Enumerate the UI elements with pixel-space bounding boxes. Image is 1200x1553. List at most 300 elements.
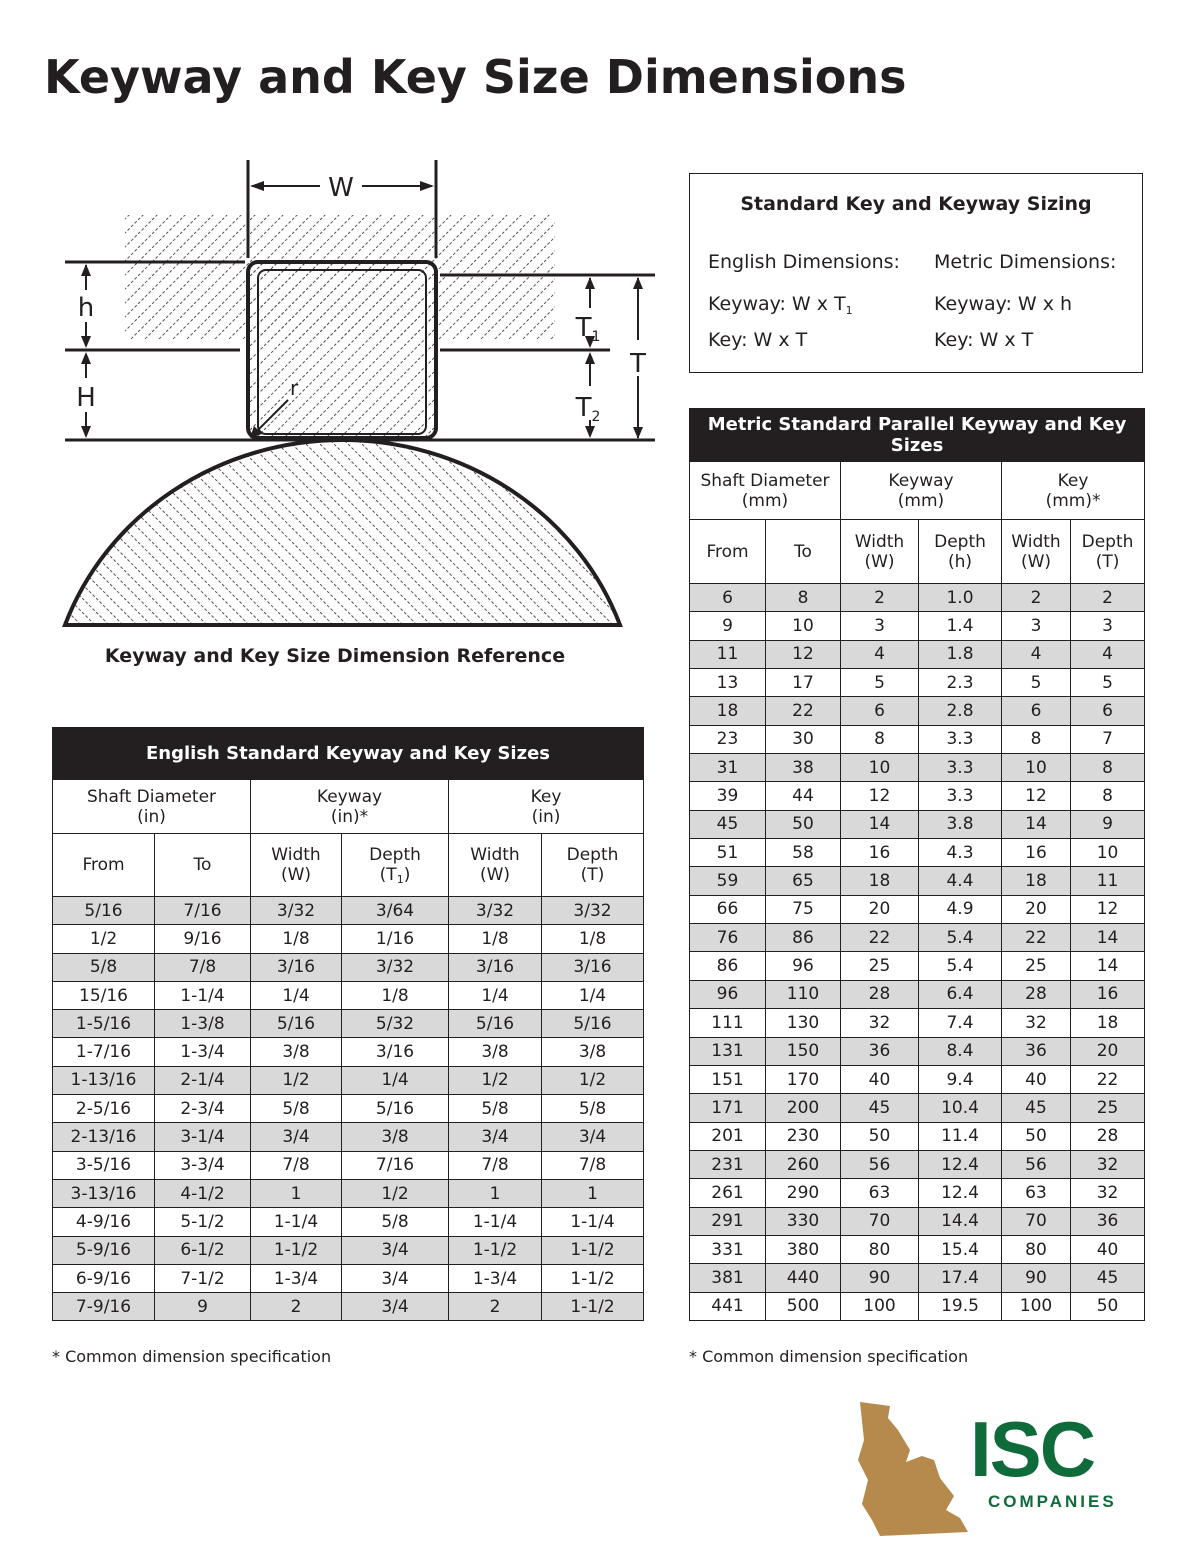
table-cell: 1-7/16 [53, 1038, 155, 1066]
label-T2: T2 [575, 393, 601, 425]
table-cell: 6 [1002, 697, 1071, 725]
table-cell: 1-1/4 [449, 1208, 542, 1236]
table-cell: 1-13/16 [53, 1066, 155, 1094]
table-cell: 45 [690, 810, 766, 838]
shaft-outline [65, 440, 620, 625]
table-cell: 51 [690, 839, 766, 867]
table-cell: 2-13/16 [53, 1123, 155, 1151]
table-cell: 86 [690, 952, 766, 980]
logo-map-shape [858, 1402, 968, 1536]
table-cell: 9.4 [919, 1065, 1002, 1093]
met-group-shaft: Shaft Diameter (mm) [690, 462, 841, 520]
table-row [690, 697, 1145, 725]
table-cell: 19.5 [919, 1292, 1002, 1320]
table-cell: 17 [766, 669, 841, 697]
table-cell: 15.4 [919, 1235, 1002, 1263]
table-cell: 100 [1002, 1292, 1071, 1320]
table-cell: 17.4 [919, 1264, 1002, 1292]
table-cell: 1-1/2 [449, 1236, 542, 1264]
table-cell: 1-1/4 [155, 981, 251, 1009]
table-cell: 14 [1071, 924, 1145, 952]
table-cell: 2.3 [919, 669, 1002, 697]
table-cell: 8 [1071, 782, 1145, 810]
table-cell: 381 [690, 1264, 766, 1292]
english-table [52, 727, 644, 1321]
table-cell: 7-1/2 [155, 1264, 251, 1292]
table-cell: 2 [251, 1293, 342, 1321]
table-cell: 36 [1002, 1037, 1071, 1065]
table-cell: 1-5/16 [53, 1010, 155, 1038]
table-cell: 20 [841, 895, 919, 923]
table-cell: 20 [1071, 1037, 1145, 1065]
eng-col-kw-depth: Depth (T1) [342, 834, 449, 897]
table-cell: 3/4 [342, 1293, 449, 1321]
table-cell: 100 [841, 1292, 919, 1320]
table-cell: 6-9/16 [53, 1264, 155, 1292]
table-cell: 14.4 [919, 1207, 1002, 1235]
table-cell: 4 [841, 640, 919, 668]
metric-key: Key: W x T [934, 329, 1034, 351]
table-cell: 201 [690, 1122, 766, 1150]
table-cell: 171 [690, 1094, 766, 1122]
table-cell: 12 [1002, 782, 1071, 810]
table-cell: 36 [841, 1037, 919, 1065]
table-cell: 45 [1002, 1094, 1071, 1122]
table-cell: 7/16 [155, 897, 251, 925]
table-cell: 7/16 [342, 1151, 449, 1179]
table-cell: 3/8 [342, 1123, 449, 1151]
table-cell: 3/4 [542, 1123, 644, 1151]
label-W: W [328, 173, 354, 203]
table-cell: 5/16 [53, 897, 155, 925]
table-row [690, 1094, 1145, 1122]
table-cell: 25 [841, 952, 919, 980]
table-cell: 1-1/2 [542, 1236, 644, 1264]
table-cell: 22 [1002, 924, 1071, 952]
table-cell: 4.9 [919, 895, 1002, 923]
table-cell: 231 [690, 1150, 766, 1178]
table-cell: 3 [1002, 612, 1071, 640]
english-table-title: English Standard Keyway and Key Sizes [53, 728, 644, 780]
table-cell: 2-1/4 [155, 1066, 251, 1094]
table-row [690, 725, 1145, 753]
table-cell: 3/4 [342, 1236, 449, 1264]
table-cell: 3 [1071, 612, 1145, 640]
table-cell: 1/4 [342, 1066, 449, 1094]
table-row [690, 924, 1145, 952]
table-cell: 58 [766, 839, 841, 867]
table-cell: 111 [690, 1009, 766, 1037]
table-cell: 8 [766, 584, 841, 612]
table-cell: 22 [766, 697, 841, 725]
table-cell: 1-3/4 [449, 1264, 542, 1292]
table-cell: 10.4 [919, 1094, 1002, 1122]
table-cell: 22 [841, 924, 919, 952]
table-cell: 1/2 [449, 1066, 542, 1094]
page-title: Keyway and Key Size Dimensions [44, 50, 907, 104]
table-cell: 5/8 [542, 1095, 644, 1123]
table-cell: 16 [1071, 980, 1145, 1008]
table-cell: 2 [1002, 584, 1071, 612]
table-cell: 1.4 [919, 612, 1002, 640]
metric-heading: Metric Dimensions: [934, 251, 1117, 273]
table-cell: 5/32 [342, 1010, 449, 1038]
table-cell: 131 [690, 1037, 766, 1065]
table-cell: 3 [841, 612, 919, 640]
table-row [690, 640, 1145, 668]
english-heading: English Dimensions: [708, 251, 900, 273]
table-cell: 8 [841, 725, 919, 753]
table-cell: 76 [690, 924, 766, 952]
table-row [690, 1065, 1145, 1093]
table-cell: 36 [1071, 1207, 1145, 1235]
table-cell: 1/8 [251, 925, 342, 953]
table-row [53, 1293, 644, 1321]
label-T: T [630, 349, 646, 379]
table-cell: 3/16 [342, 1038, 449, 1066]
table-cell: 1 [449, 1179, 542, 1207]
table-cell: 18 [841, 867, 919, 895]
table-row [53, 1236, 644, 1264]
table-cell: 45 [1071, 1264, 1145, 1292]
table-cell: 1/4 [542, 981, 644, 1009]
table-row [690, 754, 1145, 782]
table-cell: 90 [841, 1264, 919, 1292]
table-cell: 1-1/2 [542, 1293, 644, 1321]
table-cell: 6 [1071, 697, 1145, 725]
table-cell: 260 [766, 1150, 841, 1178]
table-row [690, 895, 1145, 923]
table-cell: 6 [690, 584, 766, 612]
table-cell: 13 [690, 669, 766, 697]
metric-table-title: Metric Standard Parallel Keyway and Key Sizes [690, 409, 1145, 462]
eng-group-key: Key (in) [449, 780, 644, 834]
table-cell: 1-1/2 [251, 1236, 342, 1264]
table-cell: 18 [1002, 867, 1071, 895]
table-cell: 5/8 [251, 1095, 342, 1123]
table-cell: 1/2 [342, 1179, 449, 1207]
table-cell: 170 [766, 1065, 841, 1093]
table-cell: 151 [690, 1065, 766, 1093]
table-row [690, 782, 1145, 810]
table-cell: 3.3 [919, 725, 1002, 753]
table-cell: 6-1/2 [155, 1236, 251, 1264]
table-cell: 7/8 [449, 1151, 542, 1179]
table-cell: 32 [1002, 1009, 1071, 1037]
table-cell: 4-9/16 [53, 1208, 155, 1236]
table-cell: 12.4 [919, 1150, 1002, 1178]
table-cell: 2 [449, 1293, 542, 1321]
table-cell: 9 [155, 1293, 251, 1321]
table-cell: 3/4 [251, 1123, 342, 1151]
table-cell: 1-3/4 [251, 1264, 342, 1292]
table-row [53, 1010, 644, 1038]
table-cell: 3/32 [342, 953, 449, 981]
table-cell: 1-1/4 [251, 1208, 342, 1236]
table-cell: 1/2 [542, 1066, 644, 1094]
table-cell: 150 [766, 1037, 841, 1065]
table-cell: 10 [841, 754, 919, 782]
table-cell: 7/8 [155, 953, 251, 981]
table-cell: 4.3 [919, 839, 1002, 867]
table-row [53, 1123, 644, 1151]
table-row [53, 1179, 644, 1207]
table-row [53, 1038, 644, 1066]
table-cell: 25 [1071, 1094, 1145, 1122]
table-cell: 3/32 [449, 897, 542, 925]
table-row [53, 1151, 644, 1179]
table-cell: 3/4 [342, 1264, 449, 1292]
table-cell: 11.4 [919, 1122, 1002, 1150]
table-cell: 3.3 [919, 782, 1002, 810]
metric-keyway: Keyway: W x h [934, 293, 1073, 315]
table-cell: 200 [766, 1094, 841, 1122]
table-cell: 59 [690, 867, 766, 895]
table-cell: 3/64 [342, 897, 449, 925]
metric-table [689, 408, 1145, 1321]
table-cell: 56 [841, 1150, 919, 1178]
table-cell: 1 [251, 1179, 342, 1207]
table-row [53, 1264, 644, 1292]
table-cell: 3-3/4 [155, 1151, 251, 1179]
table-row [690, 1179, 1145, 1207]
table-cell: 96 [766, 952, 841, 980]
table-cell: 2 [841, 584, 919, 612]
table-cell: 30 [766, 725, 841, 753]
table-cell: 5-9/16 [53, 1236, 155, 1264]
table-cell: 32 [1071, 1150, 1145, 1178]
table-cell: 3/16 [449, 953, 542, 981]
table-cell: 1-1/2 [542, 1264, 644, 1292]
table-cell: 3-5/16 [53, 1151, 155, 1179]
table-cell: 1/2 [251, 1066, 342, 1094]
table-cell: 10 [1071, 839, 1145, 867]
table-cell: 7 [1071, 725, 1145, 753]
table-cell: 14 [841, 810, 919, 838]
table-row [690, 669, 1145, 697]
table-cell: 80 [1002, 1235, 1071, 1263]
table-row [690, 1292, 1145, 1320]
table-row [690, 612, 1145, 640]
met-col-from: From [690, 520, 766, 584]
table-cell: 4 [1071, 640, 1145, 668]
eng-col-from: From [53, 834, 155, 897]
table-cell: 5/8 [53, 953, 155, 981]
table-cell: 1/8 [449, 925, 542, 953]
table-row [690, 980, 1145, 1008]
table-cell: 45 [841, 1094, 919, 1122]
eng-col-key-width: Width (W) [449, 834, 542, 897]
table-cell: 440 [766, 1264, 841, 1292]
table-cell: 7/8 [251, 1151, 342, 1179]
table-cell: 2 [1071, 584, 1145, 612]
logo-text: ISC [970, 1405, 1095, 1493]
table-row [690, 584, 1145, 612]
table-cell: 2-3/4 [155, 1095, 251, 1123]
table-cell: 32 [1071, 1179, 1145, 1207]
table-cell: 44 [766, 782, 841, 810]
eng-group-shaft: Shaft Diameter (in) [53, 780, 251, 834]
table-row [53, 925, 644, 953]
table-cell: 25 [1002, 952, 1071, 980]
table-cell: 6 [841, 697, 919, 725]
met-group-key: Key (mm)* [1002, 462, 1145, 520]
table-cell: 1 [542, 1179, 644, 1207]
table-cell: 3/32 [542, 897, 644, 925]
met-col-to: To [766, 520, 841, 584]
table-cell: 32 [841, 1009, 919, 1037]
table-cell: 38 [766, 754, 841, 782]
table-cell: 9 [690, 612, 766, 640]
table-cell: 50 [1071, 1292, 1145, 1320]
table-cell: 2.8 [919, 697, 1002, 725]
table-cell: 14 [1071, 952, 1145, 980]
table-cell: 28 [841, 980, 919, 1008]
keyway-diagram [40, 150, 680, 640]
table-cell: 16 [841, 839, 919, 867]
table-cell: 40 [1071, 1235, 1145, 1263]
table-cell: 4 [1002, 640, 1071, 668]
table-cell: 441 [690, 1292, 766, 1320]
eng-col-key-depth: Depth (T) [542, 834, 644, 897]
metric-footnote: * Common dimension specification [689, 1347, 969, 1366]
table-cell: 291 [690, 1207, 766, 1235]
table-cell: 12 [841, 782, 919, 810]
table-cell: 56 [1002, 1150, 1071, 1178]
table-cell: 3.3 [919, 754, 1002, 782]
table-cell: 1-3/8 [155, 1010, 251, 1038]
table-row [690, 1009, 1145, 1037]
table-cell: 7/8 [542, 1151, 644, 1179]
table-row [53, 1066, 644, 1094]
table-row [690, 1235, 1145, 1263]
table-cell: 39 [690, 782, 766, 810]
table-cell: 1/4 [251, 981, 342, 1009]
table-row [53, 1095, 644, 1123]
table-cell: 3-1/4 [155, 1123, 251, 1151]
table-cell: 31 [690, 754, 766, 782]
table-cell: 500 [766, 1292, 841, 1320]
table-cell: 66 [690, 895, 766, 923]
table-cell: 14 [1002, 810, 1071, 838]
table-row [53, 953, 644, 981]
table-cell: 5/16 [251, 1010, 342, 1038]
table-cell: 330 [766, 1207, 841, 1235]
table-cell: 16 [1002, 839, 1071, 867]
table-cell: 1/16 [342, 925, 449, 953]
table-cell: 70 [1002, 1207, 1071, 1235]
table-row [690, 1037, 1145, 1065]
table-cell: 12 [1071, 895, 1145, 923]
table-cell: 1/4 [449, 981, 542, 1009]
table-row [690, 1150, 1145, 1178]
table-cell: 3/4 [449, 1123, 542, 1151]
table-cell: 5/8 [449, 1095, 542, 1123]
table-cell: 3/8 [251, 1038, 342, 1066]
table-cell: 5.4 [919, 924, 1002, 952]
table-cell: 40 [1002, 1065, 1071, 1093]
table-row [690, 839, 1145, 867]
table-cell: 11 [1071, 867, 1145, 895]
table-cell: 3/32 [251, 897, 342, 925]
table-cell: 50 [766, 810, 841, 838]
met-col-kw-width: Width (W) [841, 520, 919, 584]
table-cell: 63 [841, 1179, 919, 1207]
table-cell: 130 [766, 1009, 841, 1037]
table-cell: 70 [841, 1207, 919, 1235]
table-cell: 261 [690, 1179, 766, 1207]
diagram-caption: Keyway and Key Size Dimension Reference [104, 645, 566, 667]
table-row [53, 981, 644, 1009]
table-cell: 1.0 [919, 584, 1002, 612]
table-cell: 1/8 [342, 981, 449, 1009]
table-cell: 8 [1002, 725, 1071, 753]
table-cell: 22 [1071, 1065, 1145, 1093]
table-cell: 4.4 [919, 867, 1002, 895]
table-cell: 290 [766, 1179, 841, 1207]
logo-subtext: COMPANIES [988, 1492, 1117, 1511]
table-cell: 75 [766, 895, 841, 923]
table-cell: 96 [690, 980, 766, 1008]
table-cell: 5 [1002, 669, 1071, 697]
table-cell: 8.4 [919, 1037, 1002, 1065]
table-cell: 5/16 [542, 1010, 644, 1038]
table-cell: 5-1/2 [155, 1208, 251, 1236]
table-cell: 1/8 [542, 925, 644, 953]
table-cell: 11 [690, 640, 766, 668]
eng-col-kw-width: Width (W) [251, 834, 342, 897]
label-h: h [77, 293, 95, 323]
table-cell: 18 [1071, 1009, 1145, 1037]
english-key: Key: W x T [708, 329, 808, 351]
table-cell: 9/16 [155, 925, 251, 953]
english-footnote: * Common dimension specification [52, 1347, 332, 1366]
table-cell: 10 [766, 612, 841, 640]
table-cell: 110 [766, 980, 841, 1008]
table-cell: 12 [766, 640, 841, 668]
table-cell: 10 [1002, 754, 1071, 782]
sizing-title: Standard Key and Keyway Sizing [740, 193, 1092, 215]
table-cell: 6.4 [919, 980, 1002, 1008]
table-cell: 86 [766, 924, 841, 952]
table-cell: 65 [766, 867, 841, 895]
table-cell: 230 [766, 1122, 841, 1150]
met-group-keyway: Keyway (mm) [841, 462, 1002, 520]
eng-col-to: To [155, 834, 251, 897]
table-row [690, 1264, 1145, 1292]
table-cell: 40 [841, 1065, 919, 1093]
table-cell: 1.8 [919, 640, 1002, 668]
table-cell: 63 [1002, 1179, 1071, 1207]
table-cell: 3/16 [251, 953, 342, 981]
table-cell: 50 [841, 1122, 919, 1150]
table-cell: 2-5/16 [53, 1095, 155, 1123]
table-cell: 5 [841, 669, 919, 697]
table-cell: 1-1/4 [542, 1208, 644, 1236]
table-row [690, 1207, 1145, 1235]
table-cell: 7-9/16 [53, 1293, 155, 1321]
table-row [690, 867, 1145, 895]
table-cell: 3-13/16 [53, 1179, 155, 1207]
label-r: r [290, 376, 299, 400]
table-cell: 15/16 [53, 981, 155, 1009]
table-cell: 5/8 [342, 1208, 449, 1236]
table-cell: 3/8 [542, 1038, 644, 1066]
table-cell: 3.8 [919, 810, 1002, 838]
table-row [53, 897, 644, 925]
table-cell: 90 [1002, 1264, 1071, 1292]
table-cell: 380 [766, 1235, 841, 1263]
